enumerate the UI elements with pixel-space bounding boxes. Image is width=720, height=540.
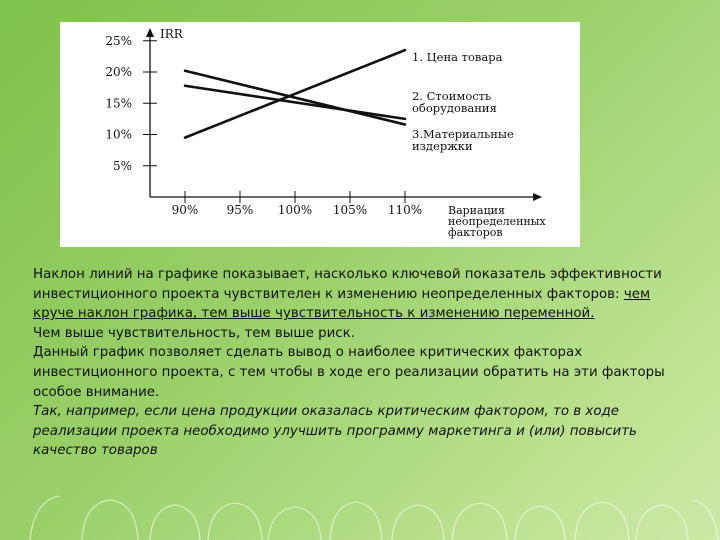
- series-label-1: 1. Цена товара: [412, 50, 503, 64]
- paragraph-slope-underlined: чем круче наклон графика, тем выше чувствительность к изменению переменной.: [33, 286, 651, 322]
- series-line-1: [185, 50, 405, 138]
- y-tick-label: 10%: [105, 127, 132, 142]
- series-line-2: [185, 86, 405, 119]
- x-axis-label-line: Вариация: [448, 204, 505, 217]
- chart: [60, 22, 580, 247]
- x-tick-label: 90%: [171, 203, 199, 217]
- paragraph-slope: [33, 265, 693, 324]
- paragraph-risk: Чем выше чувствительность, тем выше риск.: [33, 325, 355, 341]
- y-tick-label: 5%: [112, 158, 132, 173]
- y-tick-label: 25%: [105, 33, 132, 48]
- series-label-2: 2. Стоимость: [412, 89, 492, 103]
- y-tick-label: 15%: [105, 96, 132, 111]
- series-label-3: 3.Материальные: [412, 127, 514, 141]
- x-tick-label: 100%: [277, 203, 313, 217]
- paragraph-conclusion: Данный график позволяет сделать вывод о наиболее критических факторах инвестиционного проекта, с тем чтобы в ходе его реализации обратить на эти факторы особое внимание.: [33, 345, 665, 400]
- x-axis-label-line: неопределенных: [448, 215, 546, 228]
- paragraph-slope-plain: Наклон линий на графике показывает, насколько ключевой показатель эффективности инвестиционного проекта чувствителен к изменению неопределенных факторов:: [33, 267, 662, 302]
- y-axis-arrow: [146, 28, 154, 37]
- series-line-3: [185, 71, 405, 125]
- series-label-3: издержки: [412, 139, 473, 153]
- chart-panel: [60, 22, 580, 247]
- x-tick-label: 105%: [332, 203, 368, 217]
- y-axis-label: IRR: [160, 27, 183, 41]
- paragraph-example: Так, например, если цена продукции оказалась критическим фактором, то в ходе реализации проекта необходимо улучшить программу маркетинга и (или) повысить качество товаров: [33, 404, 637, 459]
- x-axis-arrow: [533, 193, 542, 201]
- x-axis-label-line: факторов: [448, 226, 503, 239]
- x-tick-label: 95%: [226, 203, 254, 217]
- y-tick-label: 20%: [105, 65, 132, 79]
- explanation-text: [33, 265, 693, 461]
- series-label-2: оборудования: [412, 101, 497, 115]
- x-tick-label: 110%: [387, 203, 423, 217]
